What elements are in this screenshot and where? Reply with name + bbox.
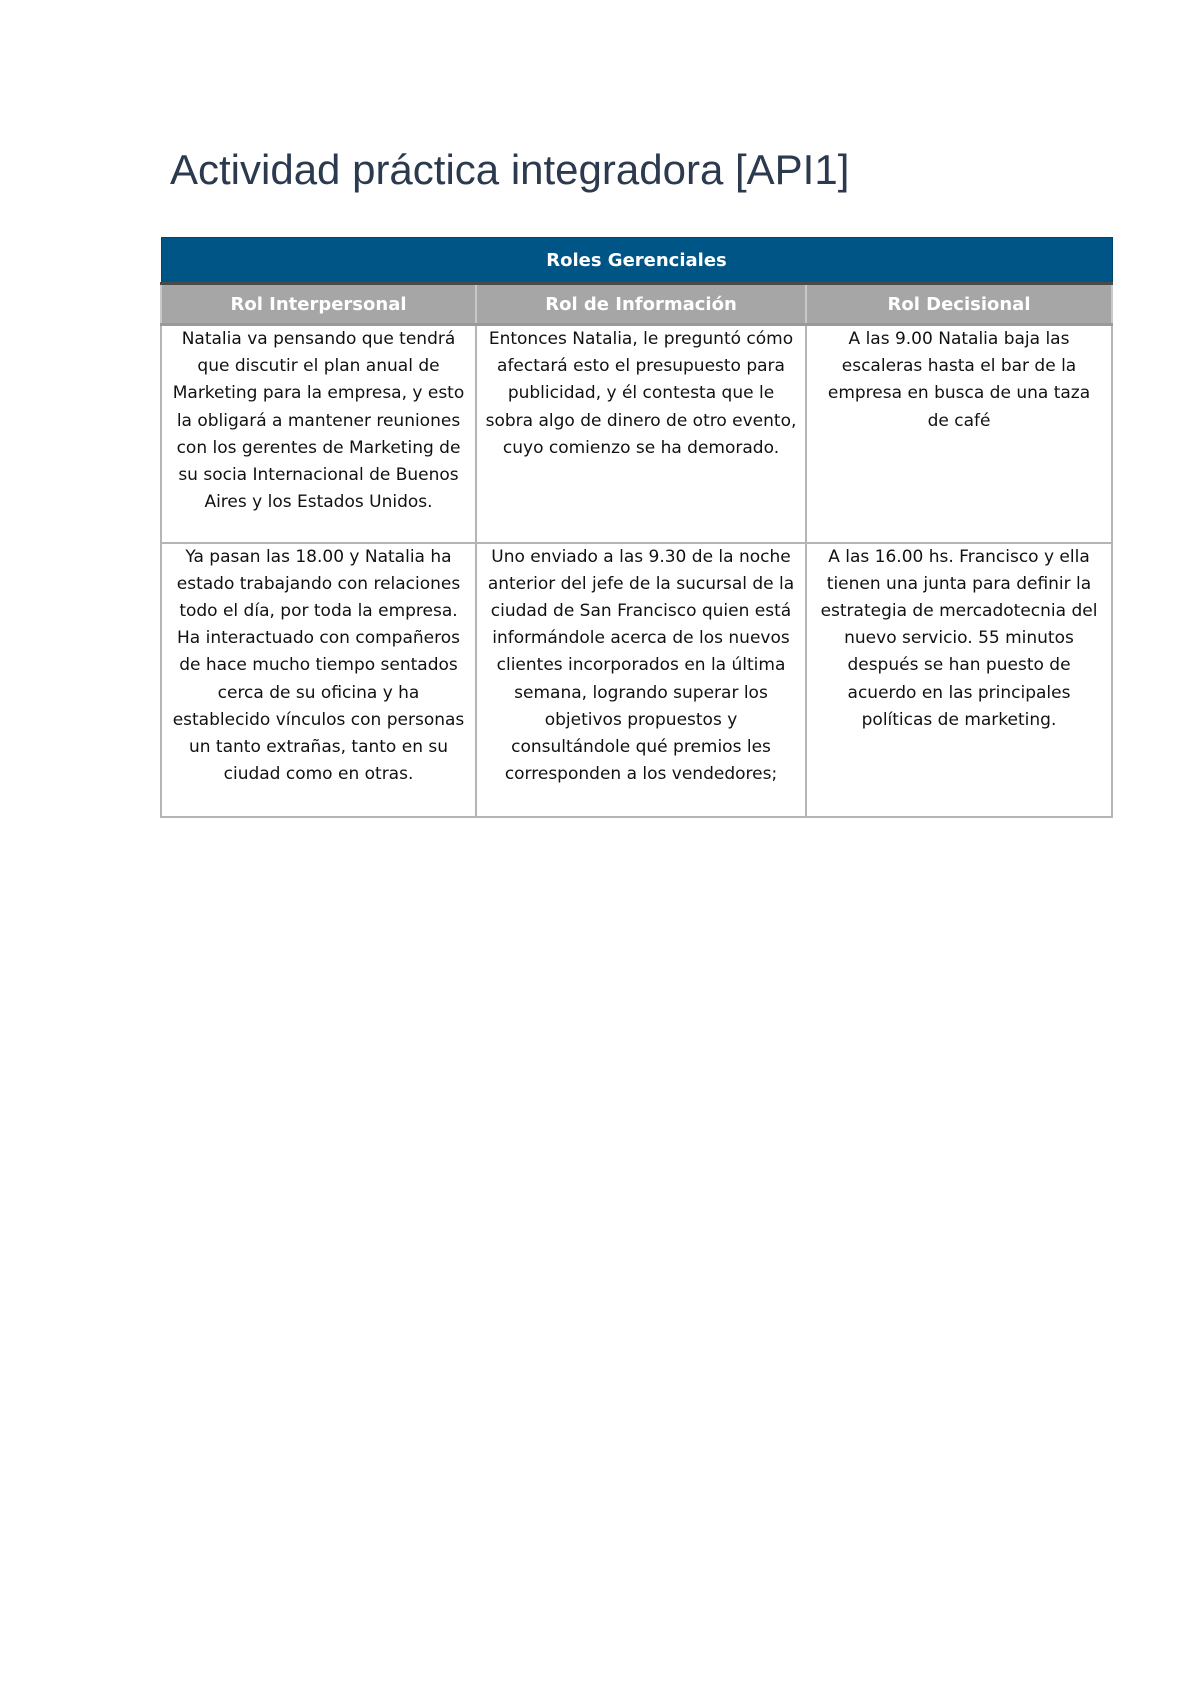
table-row <box>161 325 1112 543</box>
table-cell <box>806 325 1112 543</box>
cell-text: A las 16.00 hs. Francisco y ella tienen una junta para definir la estrategia de mercadotecnia del nuevo servicio. 55 minutos después se han puesto de acuerdo en las principales políticas de marketing. <box>820 546 1098 730</box>
roles-table <box>160 237 1113 818</box>
cell-text: Ya pasan las 18.00 y Natalia ha estado trabajando con relaciones todo el día, por toda la empresa. Ha interactuado con compañeros de hace mucho tiempo sentados cerca de su oficina y ha establecido vínculos con personas un tanto extrañas, tanto en su ciudad como en otras. <box>172 546 465 785</box>
cell-text: Uno enviado a las 9.30 de la noche anterior del jefe de la sucursal de la ciudad de San Francisco quien está informándole acerca de los nuevos clientes incorporados en la última semana, logrando superar los objetivos propuestos y consultándole qué premios les corresponden a los vendedores; <box>487 546 795 785</box>
table-band-title: Roles Gerenciales <box>161 238 1112 284</box>
column-header-informacion: Rol de Información <box>476 284 806 325</box>
table-cell <box>476 325 806 543</box>
column-header-decisional: Rol Decisional <box>806 284 1112 325</box>
table-cell <box>161 325 476 543</box>
cell-text: Entonces Natalia, le preguntó cómo afectará esto el presupuesto para publicidad, y él contesta que le sobra algo de dinero de otro evento, cuyo comienzo se ha demorado. <box>485 329 797 458</box>
column-header-interpersonal: Rol Interpersonal <box>161 284 476 325</box>
table-band-row <box>161 238 1112 284</box>
cell-text: Natalia va pensando que tendrá que discutir el plan anual de Marketing para la empresa, y esto la obligará a mantener reuniones con los gerentes de Marketing de su socia Internacional de Buenos Aires y los Estados Unidos. <box>172 329 465 513</box>
table-header-row <box>161 284 1112 325</box>
table-cell <box>806 543 1112 817</box>
table-row <box>161 543 1112 817</box>
page-title: Actividad práctica integradora [API1] <box>170 146 850 193</box>
table-cell <box>476 543 806 817</box>
cell-text: A las 9.00 Natalia baja las escaleras hasta el bar de la empresa en busca de una taza de café <box>827 329 1091 431</box>
table-cell <box>161 543 476 817</box>
